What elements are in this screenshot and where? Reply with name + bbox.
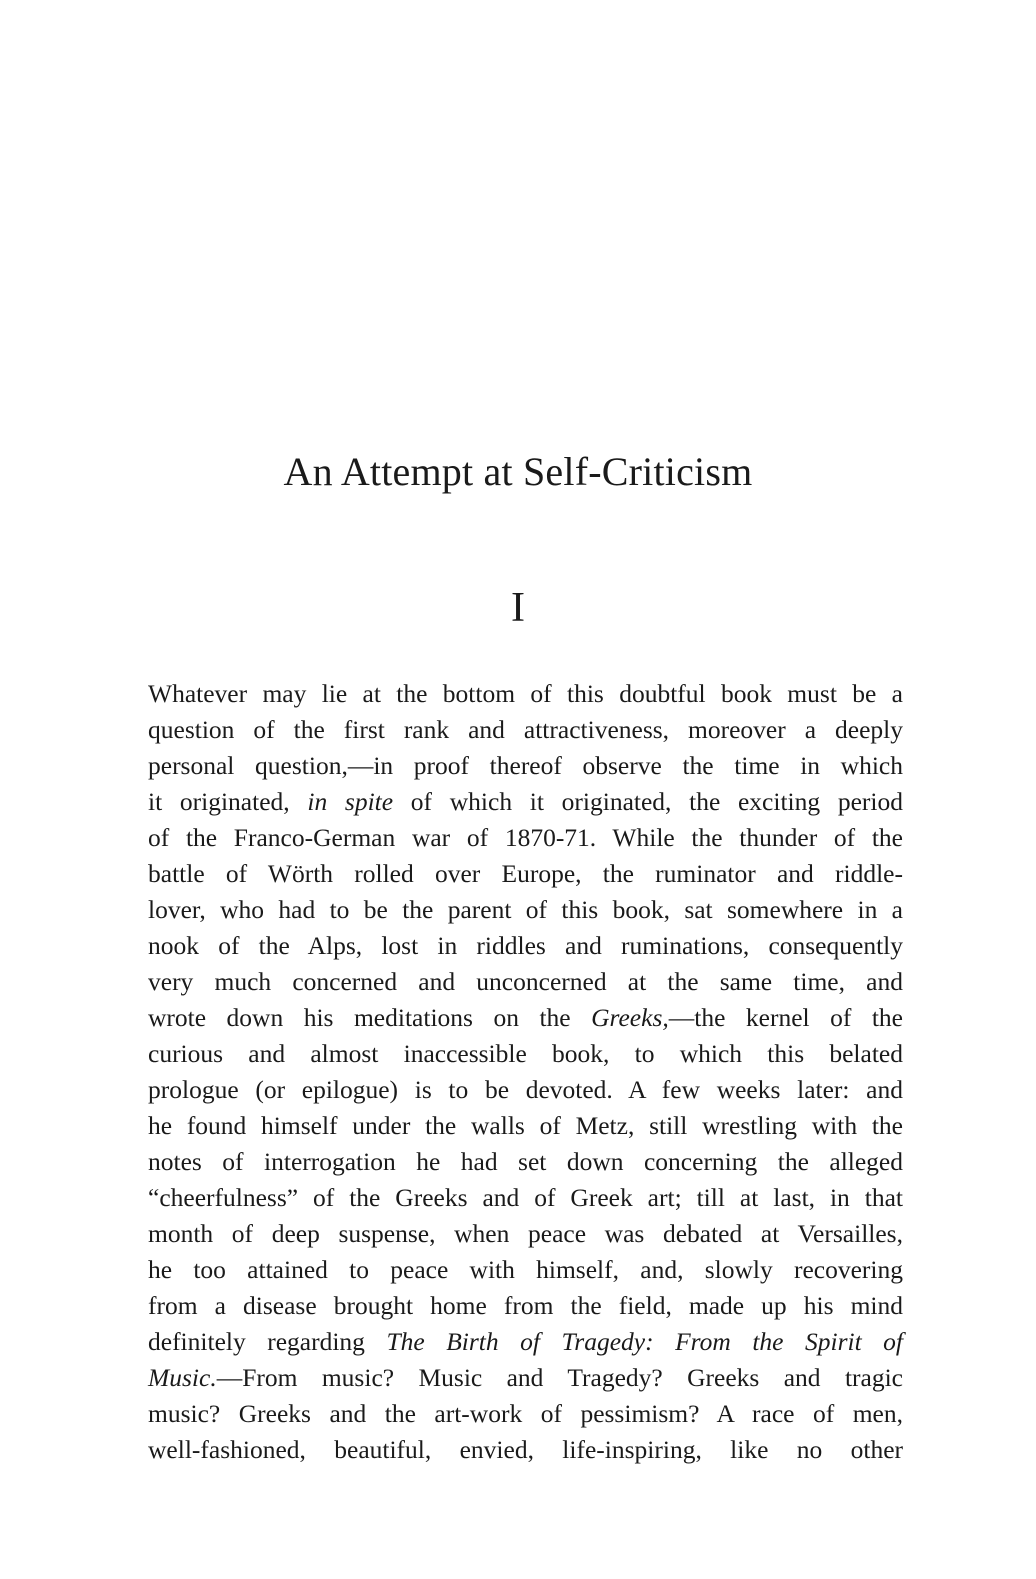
text-run: it originated, xyxy=(148,787,308,816)
text-run: wrote down his meditations on the xyxy=(148,1003,592,1032)
text-run: —From music? Music and Tragedy? Greeks and tragic xyxy=(216,1363,903,1392)
text-line: music? Greeks and the art-work of pessimism? A race of men, xyxy=(148,1399,903,1428)
text-line: curious and almost inaccessible book, to which this belated xyxy=(148,1039,903,1068)
text-line: nook of the Alps, lost in riddles and ruminations, consequently xyxy=(148,931,903,960)
text-line: well-fashioned, beautiful, envied, life-inspiring, like no other xyxy=(148,1435,903,1464)
text-run: —the kernel of the xyxy=(668,1003,903,1032)
body-paragraph xyxy=(148,676,903,1468)
italic-phrase: in spite xyxy=(307,787,394,816)
italic-phrase: Greeks, xyxy=(591,1003,669,1032)
chapter-title: An Attempt at Self-Criticism xyxy=(283,449,753,494)
text-line: lover, who had to be the parent of this book, sat somewhere in a xyxy=(148,895,903,924)
text-run: of which it originated, the exciting period xyxy=(393,787,903,816)
text-line: he found himself under the walls of Metz, still wrestling with the xyxy=(148,1111,903,1140)
text-line: month of deep suspense, when peace was debated at Versailles, xyxy=(148,1219,903,1248)
section-numeral: I xyxy=(511,585,525,631)
italic-phrase: The Birth of Tragedy: From the Spirit of xyxy=(386,1327,904,1356)
text-line xyxy=(148,1360,903,1396)
text-line: very much concerned and unconcerned at the same time, and xyxy=(148,967,903,996)
text-line: Whatever may lie at the bottom of this doubtful book must be a xyxy=(148,679,903,708)
text-line: of the Franco-German war of 1870-71. While the thunder of the xyxy=(148,823,903,852)
text-line: from a disease brought home from the field, made up his mind xyxy=(148,1291,903,1320)
text-line: notes of interrogation he had set down concerning the alleged xyxy=(148,1147,903,1176)
text-line: he too attained to peace with himself, and, slowly recovering xyxy=(148,1255,903,1284)
text-line xyxy=(148,1324,903,1360)
italic-phrase: Music. xyxy=(148,1363,217,1392)
text-run: definitely regarding xyxy=(148,1327,387,1356)
text-line: prologue (or epilogue) is to be devoted. A few weeks later: and xyxy=(148,1075,903,1104)
text-line: “cheerfulness” of the Greeks and of Greek art; till at last, in that xyxy=(148,1183,903,1212)
text-line xyxy=(148,1000,903,1036)
text-line: question of the first rank and attractiveness, moreover a deeply xyxy=(148,715,903,744)
text-line xyxy=(148,784,903,820)
text-line: battle of Wörth rolled over Europe, the ruminator and riddle- xyxy=(148,859,903,888)
text-line: personal question,—in proof thereof observe the time in which xyxy=(148,751,903,780)
